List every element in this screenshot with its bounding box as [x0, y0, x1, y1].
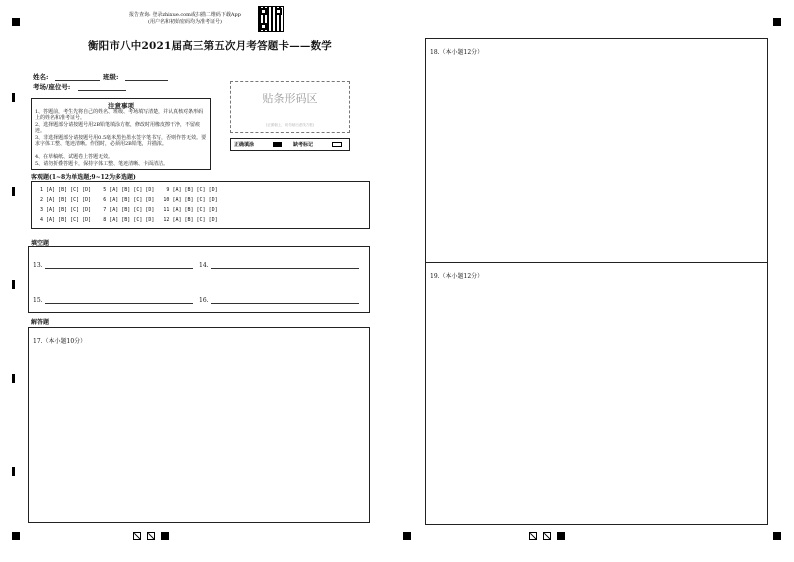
- absent-mark-label: 缺考标记: [293, 142, 314, 148]
- choice-row[interactable]: 1 [A] [B] [C] [D] 5 [A] [B] [C] [D] 9 [A] [B] [C] [D]: [40, 187, 218, 193]
- notice-item: 2、选择题部分请按题号用2B铅笔填涂方框，修改时用橡皮擦干净，不留痕迹。: [35, 122, 201, 134]
- page-code-box: [557, 532, 565, 540]
- q15-label: 15.: [33, 297, 43, 304]
- timing-mark: [12, 374, 15, 383]
- choice-row[interactable]: 2 [A] [B] [C] [D] 6 [A] [B] [C] [D] 10 [A] [B] [C] [D]: [40, 197, 218, 203]
- name-label: 姓名:: [33, 73, 49, 81]
- room-seat-label: 考场/座位号:: [33, 83, 71, 91]
- q17-label: 17.（本小题10分）: [33, 338, 87, 345]
- q13-label: 13.: [33, 262, 43, 269]
- barcode-area: [230, 81, 350, 133]
- q14-answer-line[interactable]: [211, 268, 359, 269]
- solutions-heading: 解答题: [31, 319, 50, 326]
- timing-mark: [12, 93, 15, 102]
- room-seat-field[interactable]: [78, 90, 126, 91]
- fill-legend: [230, 138, 350, 151]
- q18-label: 18.（本小题12分）: [430, 49, 484, 56]
- q16-label: 16.: [199, 297, 209, 304]
- correct-fill-sample: [273, 142, 282, 147]
- login-hint-text: (用户名和初始密码均为准考证号): [148, 19, 222, 25]
- timing-mark: [12, 187, 15, 196]
- timing-mark: [12, 280, 15, 289]
- class-label: 班级:: [103, 73, 119, 81]
- q16-answer-line[interactable]: [211, 303, 359, 304]
- corner-mark-mid-left: [403, 532, 411, 540]
- page-code-box: [543, 532, 551, 540]
- corner-mark-tl: [12, 18, 20, 26]
- corner-mark-bl: [12, 532, 20, 540]
- barcode-hint: (正面朝上，切勿贴出虚线方框): [265, 123, 315, 127]
- page-code-box: [161, 532, 169, 540]
- barcode-title: 贴条形码区: [262, 92, 318, 105]
- q19-label: 19.（本小题12分）: [430, 273, 484, 280]
- q14-label: 14.: [199, 262, 209, 269]
- page-code-box: [147, 532, 155, 540]
- fill-in-heading: 填空题: [31, 240, 50, 247]
- page-code-box: [529, 532, 537, 540]
- corner-mark-tr: [773, 18, 781, 26]
- notice-item: 5、请勿折叠答题卡，保持字体工整、笔迹清晰、卡面清洁。: [35, 161, 169, 167]
- class-field[interactable]: [125, 80, 168, 81]
- q18-answer-box[interactable]: [425, 38, 768, 263]
- objective-heading: 客观题(1~8为单选题;9~12为多选题): [31, 174, 136, 181]
- page-title: 衡阳市八中2021届高三第五次月考答题卡——数学: [87, 40, 333, 52]
- choice-row[interactable]: 4 [A] [B] [C] [D] 8 [A] [B] [C] [D] 12 [A] [B] [C] [D]: [40, 217, 218, 223]
- q19-answer-box[interactable]: [425, 262, 768, 525]
- q17-answer-box[interactable]: [28, 327, 370, 523]
- objective-box: [31, 181, 370, 229]
- corner-mark-br: [773, 532, 781, 540]
- absent-mark-box[interactable]: [332, 142, 342, 147]
- q13-answer-line[interactable]: [45, 268, 193, 269]
- notice-heading: 注意事项: [108, 102, 134, 110]
- q15-answer-line[interactable]: [45, 303, 193, 304]
- notice-box: [31, 98, 211, 170]
- report-query-text: 报告查询: 登录zhixue.com或扫描二维码下载App: [129, 12, 241, 18]
- correct-fill-label: 正确填涂: [234, 142, 255, 148]
- name-field[interactable]: [55, 80, 100, 81]
- page-code-box: [133, 532, 141, 540]
- choice-row[interactable]: 3 [A] [B] [C] [D] 7 [A] [B] [C] [D] 11 [A] [B] [C] [D]: [40, 207, 218, 213]
- notice-item: 4、在草稿纸、试题卷上答题无效。: [35, 154, 114, 160]
- notice-item: 1、答题前，考生先将自己的姓名、班级、考场填写清楚，并认真核对条形码上的姓名和准考证号。: [35, 109, 204, 121]
- qr-code[interactable]: [258, 6, 284, 32]
- notice-item: 3、非选择题部分请按题号用0.5毫米黑色墨水签字笔书写，否则作答无效。要求字体工整、笔迹清晰。作图时，必须用2B铅笔，并描浓。: [35, 135, 207, 147]
- timing-mark: [12, 467, 15, 476]
- fill-in-box: [28, 246, 370, 313]
